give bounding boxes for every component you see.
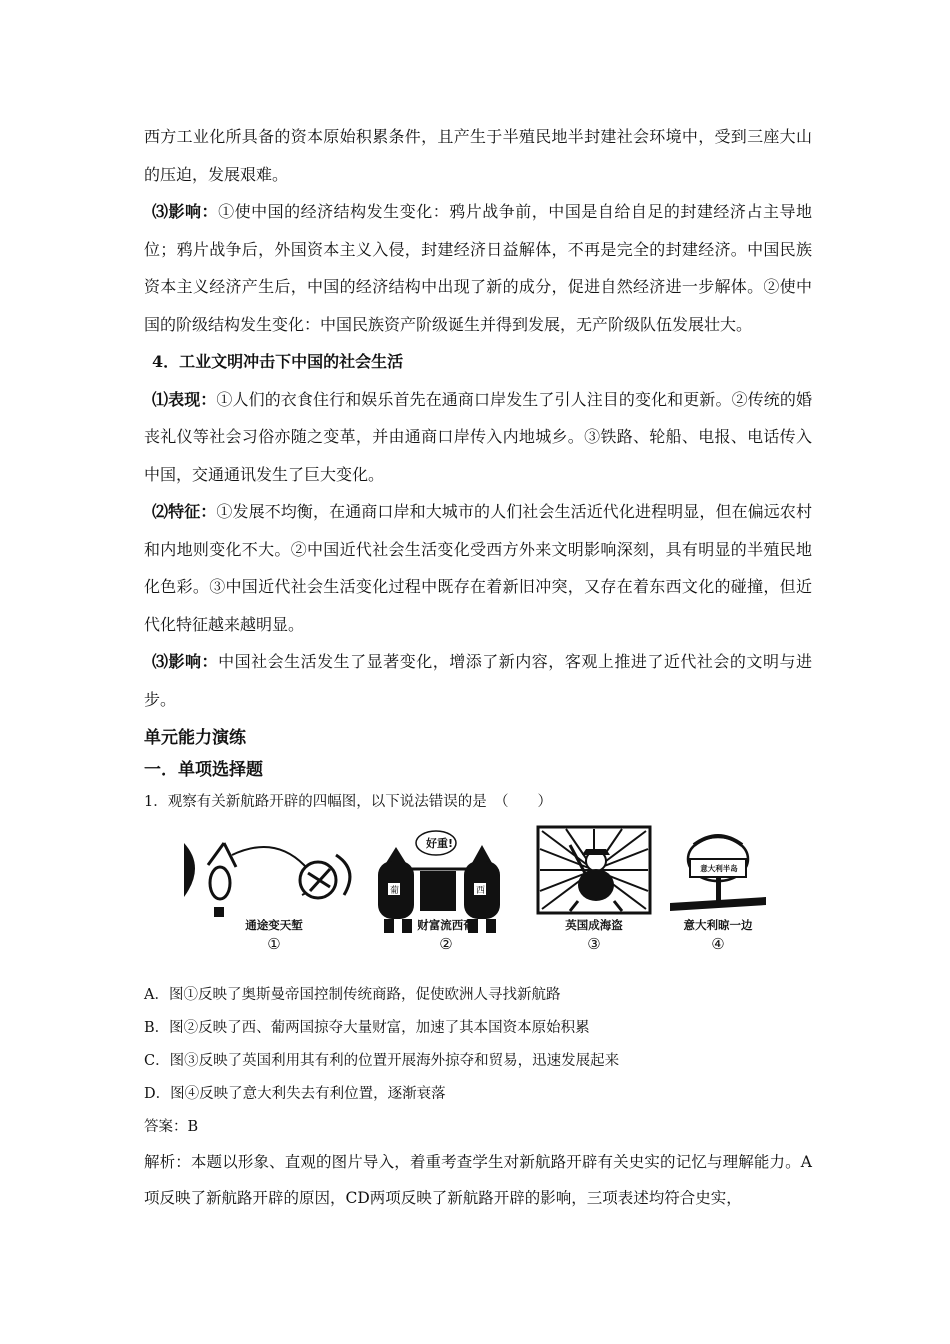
figure-3-number: ③ [587,935,601,953]
option-d: D．图④反映了意大利失去有利位置，逐渐衰落 [144,1086,446,1102]
figure-1-number: ① [267,935,281,953]
paragraph-3-text: ①人们的衣食住行和娱乐首先在通商口岸发生了引人注目的变化和更新。②传统的婚丧礼仪等社会习俗亦随之变革，并由通商口岸传入内地城乡。③铁路、轮船、电报、电话传入中国，交通通讯发生了巨大变化。 [144,389,812,484]
figure-4 [668,825,768,965]
option-c: C．图③反映了英国利用其有利的位置开展海外掠夺和贸易，迅速发展起来 [144,1053,620,1069]
figure-1-caption: 通途变天堑 [245,918,303,932]
figure-4-number: ④ [711,935,725,953]
answer: 答案：B [144,1119,199,1135]
unit-title: 单元能力演练 [144,728,246,748]
figure-2 [376,825,516,965]
paragraph-5-text: 中国社会生活发生了显著变化，增添了新内容，客观上推进了近代社会的文明与进步。 [144,652,812,709]
figure-1 [184,825,364,965]
heading-4: 4．工业文明冲击下中国的社会生活 [152,352,404,371]
paragraph-3-label: ⑴表现： [152,389,217,409]
document-page [144,118,812,1216]
figure-4-sign: 意大利半岛 [700,864,738,873]
figure-3-caption: 英国成海盗 [565,918,623,932]
paragraph-4-text: ①发展不均衡，在通商口岸和大城市的人们社会生活近代化进程明显，但在偏远农村和内地则变化不大。②中国近代社会生活变化受西方外来文明影响深刻，具有明显的半殖民地化色彩。③中国近代社会生活变化过程中既存在着新旧冲突，又存在着东西文化的碰撞，但近代化特征越来越明显。 [144,502,812,634]
paragraph-2-text: ①使中国的经济结构发生变化：鸦片战争前，中国是自给自足的封建经济占主导地位；鸦片战争后，外国资本主义入侵，封建经济日益解体，不再是完全的封建经济。中国民族资本主义经济产生后，中国的经济结构中出现了新的成分，促进自然经济进一步解体。②使中国的阶级结构发生变化：中国民族资产阶级诞生并得到发展，无产阶级队伍发展壮大。 [144,202,812,334]
figure-2-tag-right: 西 [476,886,486,896]
figure-row [184,825,812,965]
figure-3 [536,825,652,965]
paragraph-4 [144,493,812,643]
paragraph-5-label: ⑶影响： [152,652,219,671]
option-a: A．图①反映了奥斯曼帝国控制传统商路，促使欧洲人寻找新航路 [144,987,561,1003]
section-title: 一．单项选择题 [144,760,263,780]
figure-4-caption: 意大利晾一边 [683,918,753,932]
figure-2-bubble: 好重! [426,837,454,850]
figure-2-tag-left: 葡 [390,886,400,896]
figure-3-image [536,825,652,915]
analysis: 解析：本题以形象、直观的图片导入，着重考查学生对新航路开辟有关史实的记忆与理解能力。A项反映了新航路开辟的原因，CD两项反映了新航路开辟的影响，三项表述均符合史实， [144,1153,812,1207]
figure-2-caption: 财富流西葡 [417,918,475,932]
paragraph-5 [144,643,812,718]
paragraph-1: 西方工业化所具备的资本原始积累条件，且产生于半殖民地半封建社会环境中，受到三座大山的压迫，发展艰难。 [144,127,812,184]
paragraph-2-label: ⑶影响： [152,202,219,221]
option-b: B．图②反映了西、葡两国掠夺大量财富，加速了其本国资本原始积累 [144,1020,590,1036]
figure-2-number: ② [439,935,453,953]
paragraph-4-label: ⑵特征： [152,502,217,521]
question-stem: 1．观察有关新航路开辟的四幅图，以下说法错误的是 （ ） [144,794,552,810]
paragraph-3 [144,381,812,494]
paragraph-2 [144,193,812,343]
